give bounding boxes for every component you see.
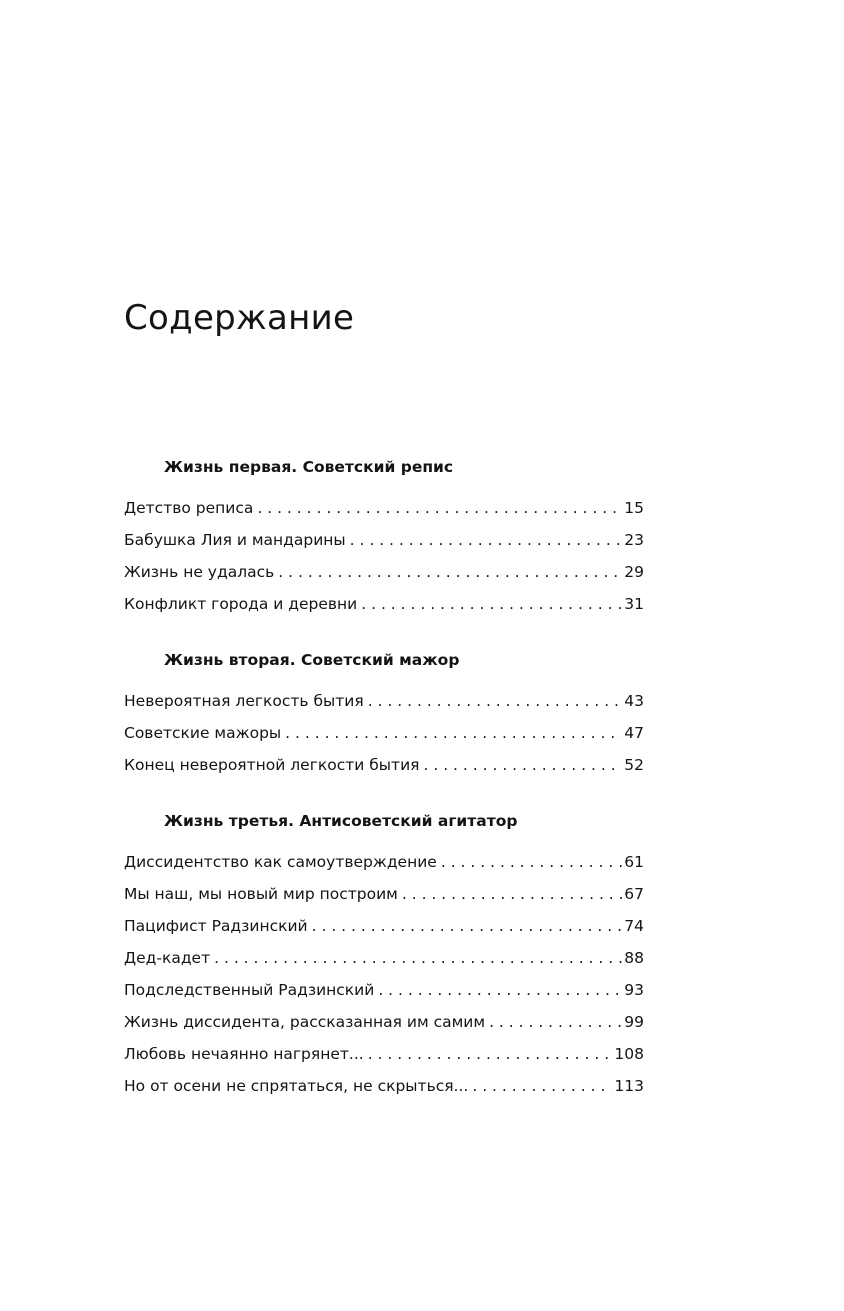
dot-leader bbox=[472, 1070, 612, 1102]
entry-title: Но от осени не спрятаться, не скрыться... bbox=[124, 1077, 469, 1095]
entry-page-number: 108 bbox=[614, 1045, 644, 1063]
dot-leader bbox=[423, 749, 622, 781]
dot-leader bbox=[368, 685, 623, 717]
entry-title: Жизнь диссидента, рассказанная им самим bbox=[124, 1013, 486, 1031]
toc-entry bbox=[124, 685, 644, 717]
dot-leader bbox=[257, 492, 622, 524]
entry-page-number: 43 bbox=[624, 692, 644, 710]
toc-entry bbox=[124, 1070, 644, 1102]
dot-leader bbox=[489, 1006, 622, 1038]
toc-entry bbox=[124, 846, 644, 878]
entry-page-number: 113 bbox=[614, 1077, 644, 1095]
entry-title: Подследственный Радзинский bbox=[124, 981, 375, 999]
toc-entry bbox=[124, 1006, 644, 1038]
entry-title: Конфликт города и деревни bbox=[124, 595, 358, 613]
dot-leader bbox=[278, 556, 622, 588]
toc-entry bbox=[124, 942, 644, 974]
toc-entry bbox=[124, 974, 644, 1006]
section-heading: Жизнь первая. Советский репис bbox=[164, 458, 454, 476]
entry-page-number: 99 bbox=[624, 1013, 644, 1031]
entry-title: Бабушка Лия и мандарины bbox=[124, 531, 346, 549]
toc-entry bbox=[124, 1038, 644, 1070]
dot-leader bbox=[402, 878, 622, 910]
entry-title: Советские мажоры bbox=[124, 724, 282, 742]
entry-title: Любовь нечаянно нагрянет... bbox=[124, 1045, 364, 1063]
section-heading: Жизнь третья. Антисоветский агитатор bbox=[164, 812, 518, 830]
dot-leader bbox=[312, 910, 623, 942]
toc-entry bbox=[124, 749, 644, 781]
entry-title: Невероятная легкость бытия bbox=[124, 692, 364, 710]
table-of-contents bbox=[124, 455, 644, 1130]
dot-leader bbox=[361, 588, 622, 620]
dot-leader bbox=[214, 942, 622, 974]
dot-leader bbox=[350, 524, 623, 556]
toc-entry bbox=[124, 524, 644, 556]
entry-page-number: 47 bbox=[624, 724, 644, 742]
entry-page-number: 23 bbox=[624, 531, 644, 549]
toc-entry bbox=[124, 588, 644, 620]
entry-title: Конец невероятной легкости бытия bbox=[124, 756, 420, 774]
toc-entry bbox=[124, 910, 644, 942]
toc-entry bbox=[124, 556, 644, 588]
entry-title: Мы наш, мы новый мир построим bbox=[124, 885, 398, 903]
entry-page-number: 88 bbox=[624, 949, 644, 967]
toc-section bbox=[124, 455, 644, 620]
dot-leader bbox=[368, 1038, 613, 1070]
entry-page-number: 74 bbox=[624, 917, 644, 935]
toc-entry bbox=[124, 878, 644, 910]
entry-page-number: 52 bbox=[624, 756, 644, 774]
entry-page-number: 31 bbox=[624, 595, 644, 613]
entry-page-number: 15 bbox=[624, 499, 644, 517]
entry-page-number: 61 bbox=[624, 853, 644, 871]
dot-leader bbox=[441, 846, 622, 878]
entry-page-number: 93 bbox=[624, 981, 644, 999]
entry-title: Диссидентство как самоутверждение bbox=[124, 853, 437, 871]
toc-entry bbox=[124, 492, 644, 524]
entry-title: Детство реписа bbox=[124, 499, 254, 517]
entry-page-number: 67 bbox=[624, 885, 644, 903]
toc-entry bbox=[124, 717, 644, 749]
entry-page-number: 29 bbox=[624, 563, 644, 581]
entry-title: Жизнь не удалась bbox=[124, 563, 275, 581]
entry-title: Пацифист Радзинский bbox=[124, 917, 308, 935]
toc-section bbox=[124, 809, 644, 1102]
entry-title: Дед-кадет bbox=[124, 949, 211, 967]
dot-leader bbox=[378, 974, 622, 1006]
toc-section bbox=[124, 648, 644, 781]
dot-leader bbox=[285, 717, 622, 749]
page-title: Содержание bbox=[124, 298, 355, 338]
section-heading: Жизнь вторая. Советский мажор bbox=[164, 651, 460, 669]
